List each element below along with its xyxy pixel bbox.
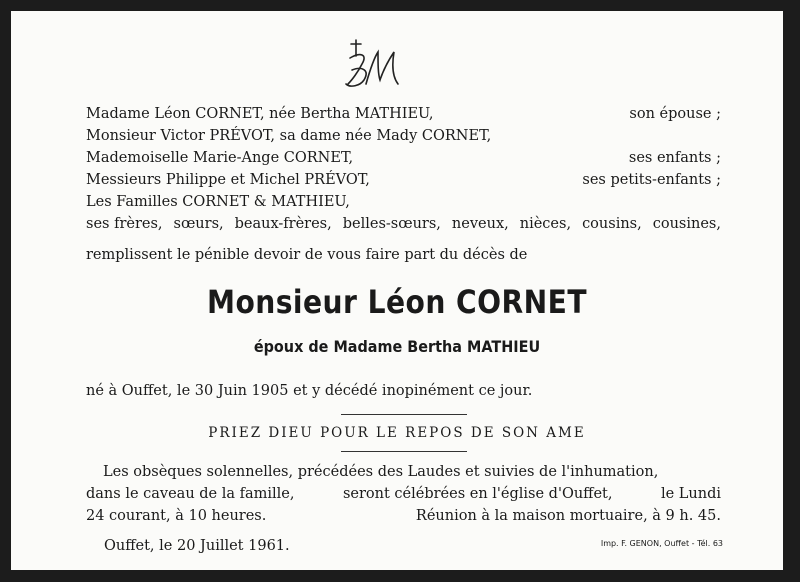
relatives-word: neveux, [451, 216, 509, 232]
funeral-line-3 [86, 507, 721, 525]
relatives-word: ses frères, [86, 216, 163, 232]
relatives-word: cousins, [582, 216, 642, 232]
funeral-text: Les obsèques solennelles, précédées des Laudes et suivies de l'inhumation, [103, 464, 659, 480]
family-relation: ses petits-enfants ; [582, 172, 721, 188]
divider-bottom [341, 451, 467, 452]
spouse-line: époux de Madame Bertha MATHIEU [253, 337, 541, 356]
funeral-time: 24 courant, à 10 heures. [86, 508, 267, 524]
birth-death-line [86, 382, 721, 400]
printer-imprint: Imp. F. GENON, Ouffet - Tél. 63 [600, 539, 723, 548]
birth-death-text: né à Ouffet, le 30 Juin 1905 et y décédé inopinément ce jour. [86, 383, 533, 399]
family-name: Madame Léon CORNET, née Bertha MATHIEU, [86, 106, 434, 122]
relatives-word: cousines, [652, 216, 721, 232]
intro-line [86, 246, 721, 264]
family-line-grandchildren [86, 171, 721, 189]
funeral-line-2 [86, 485, 721, 503]
family-line-daughter [86, 149, 721, 167]
death-notice-card [11, 11, 783, 570]
family-name: Monsieur Victor PRÉVOT, sa dame née Mady CORNET, [86, 128, 492, 144]
cross-monogram-icon [340, 36, 400, 96]
gathering-time: Réunion à la maison mortuaire, à 9 h. 45. [415, 508, 721, 524]
family-name: Mademoiselle Marie-Ange CORNET, [86, 150, 354, 166]
funeral-text: le Lundi [660, 486, 721, 502]
family-line-son-in-law [86, 127, 721, 145]
funeral-line-1 [103, 463, 721, 481]
date-text: Ouffet, le 20 Juillet 1961. [104, 538, 290, 554]
funeral-text: dans le caveau de la famille, [86, 486, 295, 502]
relatives-line [86, 215, 721, 233]
family-line-spouse [86, 105, 721, 123]
family-line-families [86, 193, 721, 211]
prayer-line: PRIEZ DIEU POUR LE REPOS DE SON AME [208, 425, 586, 441]
funeral-text: seront célébrées en l'église d'Ouffet, [342, 486, 613, 502]
deceased-name: Monsieur Léon CORNET [206, 283, 587, 321]
relatives-word: nièces, [519, 216, 572, 232]
relatives-word: beaux-frères, [234, 216, 332, 232]
divider-top [341, 414, 467, 415]
intro-text: remplissent le pénible devoir de vous faire part du décès de [86, 247, 528, 263]
relatives-word: sœurs, [173, 216, 224, 232]
relatives-word: belles-sœurs, [342, 216, 441, 232]
family-name: Messieurs Philippe et Michel PRÉVOT, [86, 172, 370, 188]
family-name: Les Familles CORNET & MATHIEU, [86, 194, 350, 210]
family-relation: son épouse ; [629, 106, 721, 122]
family-relation: ses enfants ; [628, 150, 721, 166]
